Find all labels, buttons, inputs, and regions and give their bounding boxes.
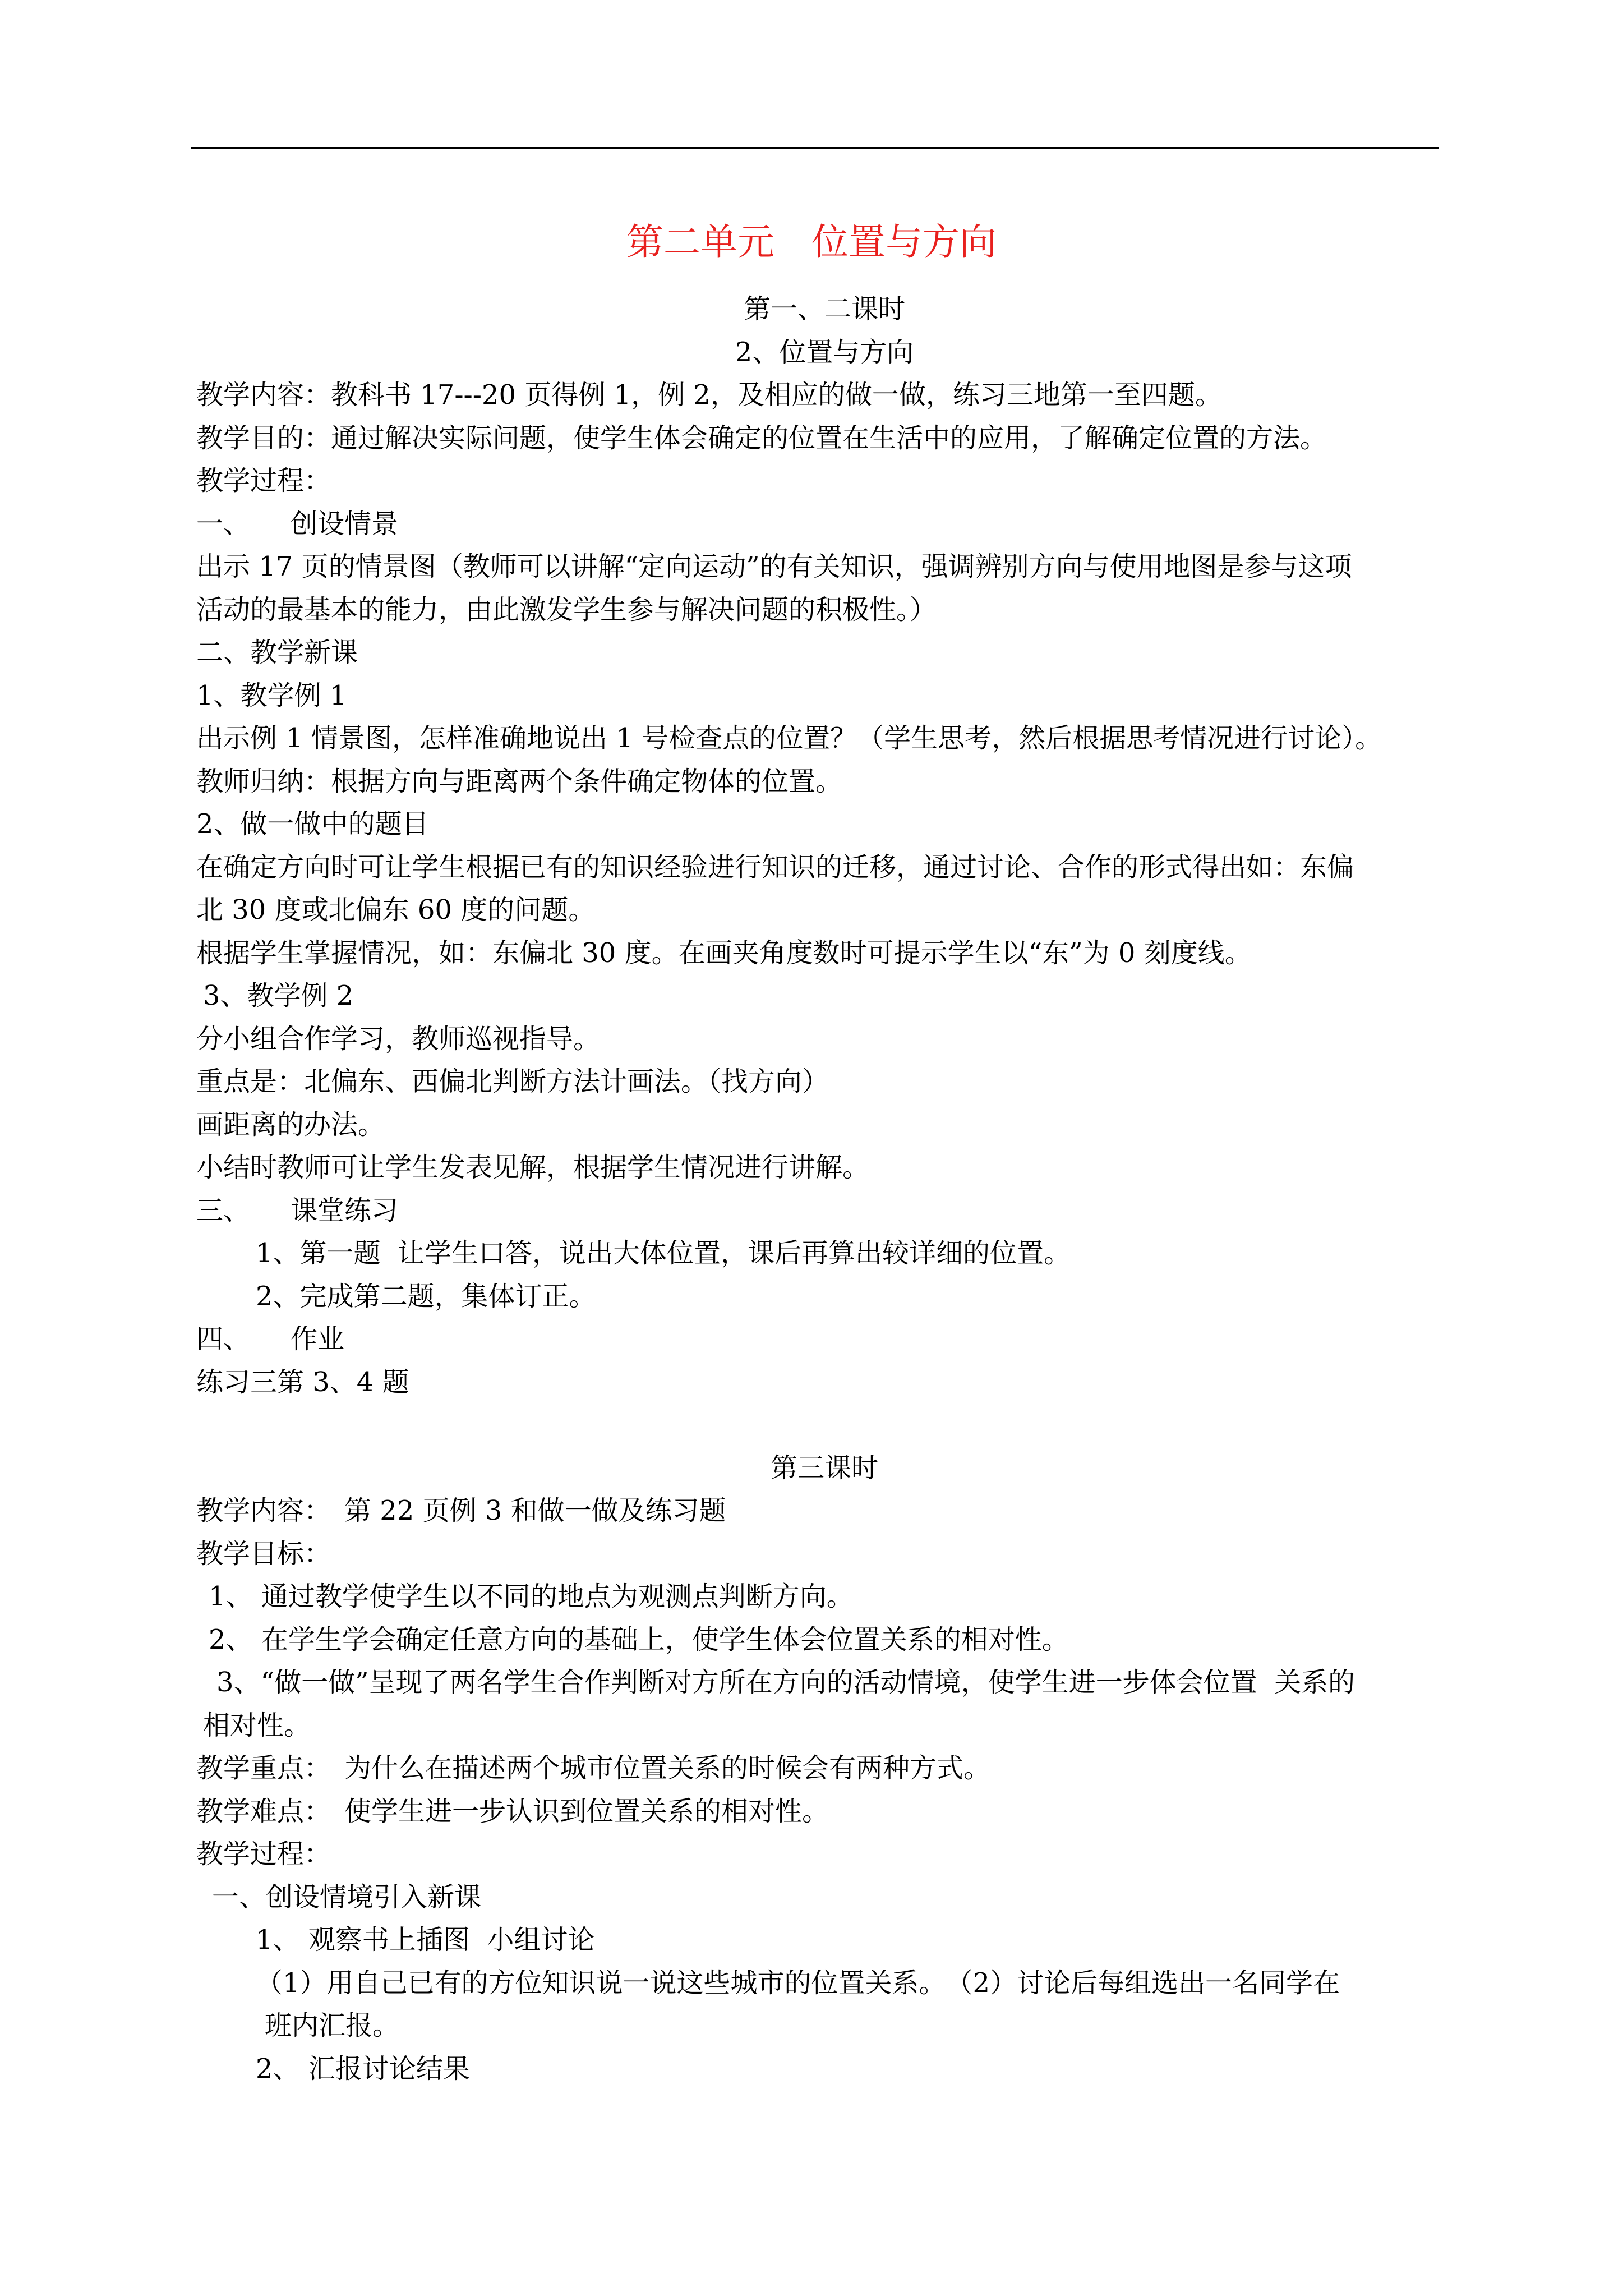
unit-title: 第二单元 位置与方向 (626, 220, 997, 264)
paragraph-line: 分小组合作学习，教师巡视指导。 (196, 1023, 601, 1055)
paragraph-line: 相对性。 (203, 1709, 311, 1741)
paragraph-line: 练习三第 3、4 题 (196, 1366, 409, 1398)
list-item: 1、 观察书上插图 小组讨论 (256, 1924, 595, 1955)
section-heading: 一、创设情境引入新课 (212, 1881, 482, 1913)
paragraph-line: 在确定方向时可让学生根据已有的知识经验进行知识的迁移，通过讨论、合作的形式得出如：东偏 (196, 851, 1354, 883)
paragraph-line: 北 30 度或北偏东 60 度的问题。 (196, 894, 596, 926)
section-heading: 一、 创设情景 (196, 508, 399, 540)
lesson-heading: 第一、二课时 (743, 293, 905, 325)
key-point: 教学重点： 为什么在描述两个城市位置关系的时候会有两种方式。 (196, 1752, 991, 1784)
paragraph-line: 教师归纳：根据方向与距离两个条件确定物体的位置。 (196, 765, 843, 797)
list-item: 1、 通过教学使学生以不同的地点为观测点判断方向。 (209, 1581, 854, 1612)
difficulty: 教学难点： 使学生进一步认识到位置关系的相对性。 (196, 1795, 829, 1827)
paragraph-line: 出示例 1 情景图，怎样准确地说出 1 号检查点的位置？（学生思考，然后根据思考情况进行讨论）。 (196, 723, 1382, 754)
list-item: 2、 在学生学会确定任意方向的基础上，使学生体会位置关系的相对性。 (209, 1623, 1069, 1655)
process-label: 教学过程： (196, 1838, 331, 1870)
subsection-heading: 1、教学例 1 (196, 679, 347, 711)
goal-label: 教学目标： (196, 1538, 331, 1570)
subsection-heading: 2、做一做中的题目 (196, 808, 429, 840)
section-heading: 四、 作业 (196, 1323, 345, 1355)
list-item: 2、完成第二题，集体订正。 (256, 1280, 596, 1312)
paragraph-line: （1）用自己已有的方位知识说一说这些城市的位置关系。 （2）讨论后每组选出一名同学在 (256, 1967, 1340, 1999)
teaching-content: 教学内容：教科书 17---20 页得例 1，例 2，及相应的做一做，练习三地第一至四题。 (196, 379, 1222, 411)
teaching-content: 教学内容： 第 22 页例 3 和做一做及练习题 (196, 1495, 726, 1526)
document-body (196, 288, 1453, 2090)
paragraph-line: 画距离的办法。 (196, 1108, 385, 1140)
paragraph-line: 活动的最基本的能力，由此激发学生参与解决问题的积极性。） (196, 593, 937, 625)
list-item: 2、 汇报讨论结果 (256, 2053, 470, 2085)
paragraph-line: 班内汇报。 (265, 2010, 400, 2041)
paragraph-line: 小结时教师可让学生发表见解，根据学生情况进行讲解。 (196, 1152, 870, 1183)
process-label: 教学过程： (196, 465, 331, 496)
list-item: 1、第一题 让学生口答，说出大体位置，课后再算出较详细的位置。 (256, 1237, 1071, 1269)
teaching-goal: 教学目的：通过解决实际问题，使学生体会确定的位置在生活中的应用，了解确定位置的方法。 (196, 422, 1327, 454)
section-heading: 三、 课堂练习 (196, 1194, 399, 1226)
list-item: 3、“做一做”呈现了两名学生合作判断对方所在方向的活动情境，使学生进一步体会位置 关系的 (216, 1667, 1355, 1698)
section-gap (196, 1404, 1453, 1447)
lesson-heading: 第三课时 (770, 1452, 878, 1484)
section-heading: 二、教学新课 (196, 637, 358, 668)
paragraph-line: 根据学生掌握情况，如：东偏北 30 度。在画夹角度数时可提示学生以“东”为 0 刻度线。 (196, 937, 1252, 969)
subsection-heading: 3、教学例 2 (203, 980, 354, 1011)
paragraph-line: 重点是：北偏东、西偏北判断方法计画法。（找方向） (196, 1066, 829, 1097)
paragraph-line: 出示 17 页的情景图（教师可以讲解“定向运动”的有关知识，强调辨别方向与使用地图是参与这项 (196, 551, 1352, 582)
header-rule (191, 147, 1439, 149)
lesson-subheading: 2、位置与方向 (735, 336, 914, 368)
